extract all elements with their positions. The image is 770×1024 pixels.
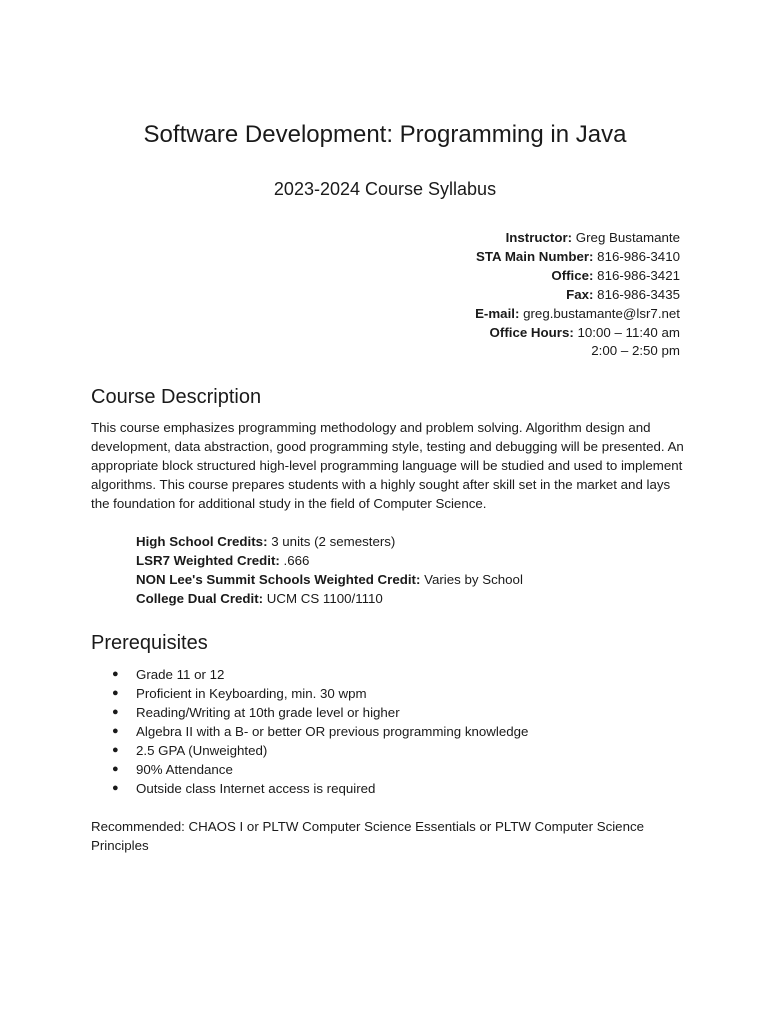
list-item [91, 703, 528, 722]
list-item [91, 741, 528, 760]
credit-label: College Dual Credit: [136, 591, 264, 606]
list-item [91, 760, 528, 779]
contact-row-instructor [475, 229, 680, 248]
list-item-text: Proficient in Keyboarding, min. 30 wpm [136, 686, 367, 701]
contact-row-main-number [475, 248, 680, 267]
contact-row-fax [475, 286, 680, 305]
bullet-icon: ● [112, 782, 119, 794]
bullet-icon: ● [112, 668, 119, 680]
credit-row-lsr7 [136, 551, 523, 570]
contact-value: 816-986-3435 [593, 286, 680, 302]
contact-value: greg.bustamante@lsr7.net [519, 305, 680, 321]
bullet-icon: ● [112, 744, 119, 756]
credit-value: .666 [279, 553, 310, 568]
credit-value: Varies by School [420, 572, 523, 587]
credits-block [136, 532, 523, 608]
contact-label: STA Main Number: [476, 248, 594, 264]
prerequisites-list [91, 665, 528, 798]
bullet-icon: ● [112, 763, 119, 775]
credit-row-high-school [136, 532, 523, 551]
contact-value: 2:00 – 2:50 pm [591, 343, 680, 359]
bullet-icon: ● [112, 687, 119, 699]
list-item [91, 684, 528, 703]
list-item-text: Outside class Internet access is required [136, 781, 376, 796]
credit-row-college-dual [136, 589, 523, 608]
list-item [91, 665, 528, 684]
bullet-icon: ● [112, 725, 119, 737]
credit-value: 3 units (2 semesters) [267, 534, 396, 549]
list-item-text: Grade 11 or 12 [136, 667, 225, 682]
contact-label: E-mail: [475, 305, 520, 321]
contact-label: Instructor: [505, 230, 573, 245]
list-item-text: 90% Attendance [136, 762, 233, 777]
contact-block [475, 229, 680, 361]
list-item [91, 722, 528, 741]
contact-row-office [475, 267, 680, 286]
list-item-text: Reading/Writing at 10th grade level or higher [136, 705, 400, 720]
contact-value: 10:00 – 11:40 am [573, 324, 680, 340]
contact-label: Fax: [566, 286, 594, 302]
credit-row-non-lees-summit [136, 570, 523, 589]
credit-value: UCM CS 1100/1110 [263, 591, 383, 606]
list-item-text: 2.5 GPA (Unweighted) [136, 743, 268, 758]
bullet-icon: ● [112, 706, 119, 718]
course-description-heading: Course Description [91, 386, 262, 408]
list-item [91, 779, 528, 798]
recommended-courses: Recommended: CHAOS I or PLTW Computer Science Essentials or PLTW Computer Science Principles [91, 819, 645, 853]
contact-value: 816-986-3410 [593, 248, 680, 264]
credit-label: High School Credits: [136, 534, 268, 549]
contact-row-office-hours-2 [475, 342, 680, 361]
credit-label: NON Lee's Summit Schools Weighted Credit: [136, 572, 421, 587]
contact-value: Greg Bustamante [572, 230, 680, 245]
contact-row-email [475, 305, 680, 324]
contact-label: Office Hours: [489, 324, 574, 340]
contact-label: Office: [551, 267, 594, 283]
contact-value: 816-986-3421 [593, 267, 680, 283]
prerequisites-heading: Prerequisites [91, 632, 208, 654]
list-item-text: Algebra II with a B- or better OR previous programming knowledge [136, 724, 529, 739]
course-description-text: This course emphasizes programming methodology and problem solving. Algorithm design and development, data abstraction, good programming style, testing and debugging will be presented. An appropriate block structured high-level programming language will be studied and used to implement algorithms. This course prepares students with a highly sought after skill set in the market and lays the foundation for additional study in the field of Computer Science. [91, 420, 684, 511]
document-title: Software Development: Programming in Java [143, 121, 627, 148]
document-subtitle: 2023-2024 Course Syllabus [273, 179, 497, 199]
credit-label: LSR7 Weighted Credit: [136, 553, 280, 568]
contact-row-office-hours [475, 324, 680, 343]
